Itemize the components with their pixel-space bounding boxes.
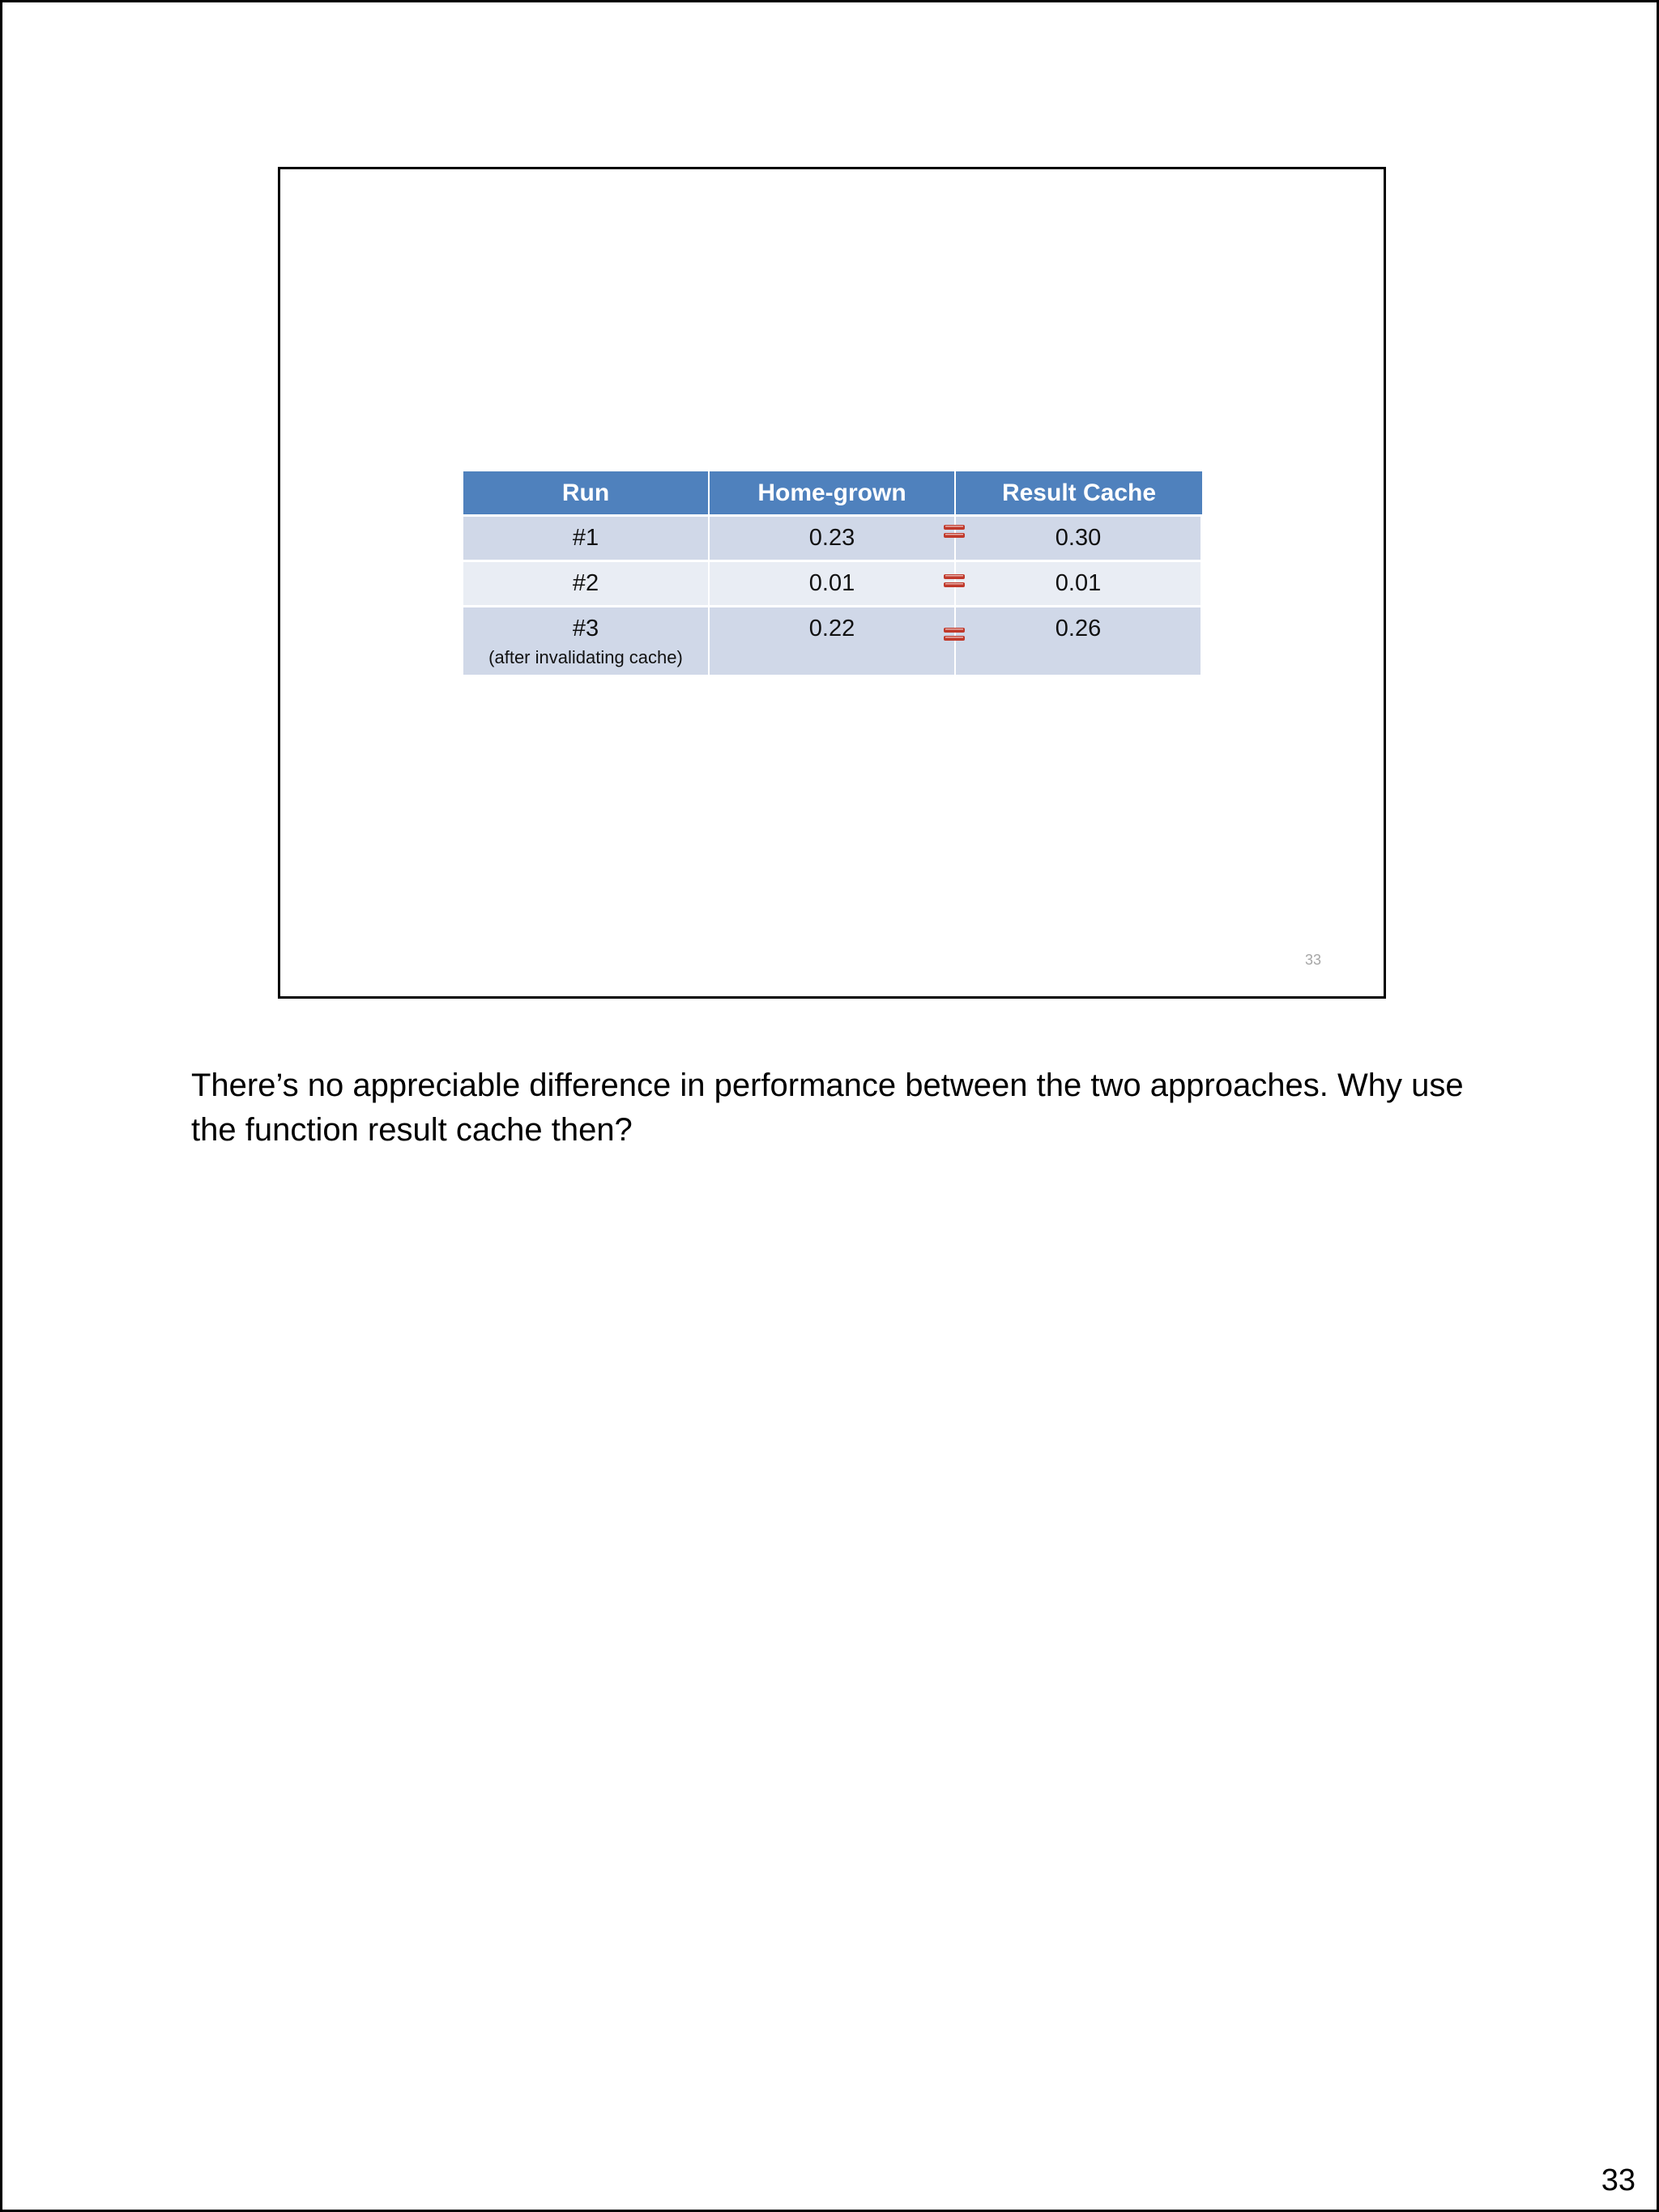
table-row	[463, 560, 1202, 605]
slide-thumbnail	[278, 167, 1386, 999]
result-cache-cell: 0.26	[956, 607, 1202, 675]
equals-icon	[942, 625, 966, 643]
run-cell	[463, 607, 710, 675]
equals-icon	[942, 522, 966, 540]
equals-icon	[942, 572, 966, 590]
run-cell	[463, 517, 710, 560]
run-label: #3	[572, 616, 599, 641]
header-result-cache: Result Cache	[1001, 479, 1157, 506]
slide-number: 33	[1304, 952, 1321, 968]
header-run: Run	[463, 471, 710, 514]
result-cache-cell: 0.01	[956, 562, 1202, 605]
table-row	[463, 605, 1202, 675]
run-note: (after invalidating cache)	[488, 647, 683, 667]
timing-table	[463, 471, 1202, 675]
run-cell	[463, 562, 710, 605]
home-grown-cell: 0.23	[710, 517, 956, 560]
header-home-grown: Home-grown	[710, 471, 956, 514]
result-cache-cell: 0.30	[956, 517, 1202, 560]
run-label: #2	[572, 570, 599, 596]
table-row	[463, 514, 1202, 560]
home-grown-cell: 0.22	[710, 607, 956, 675]
home-grown-cell: 0.01	[710, 562, 956, 605]
page-number: 33	[1601, 2163, 1636, 2197]
speaker-notes: There’s no appreciable difference in performance between the two approaches. Why use the function result cache then?	[191, 1068, 1464, 1148]
table-header-row	[463, 471, 1202, 514]
run-label: #1	[572, 525, 599, 551]
